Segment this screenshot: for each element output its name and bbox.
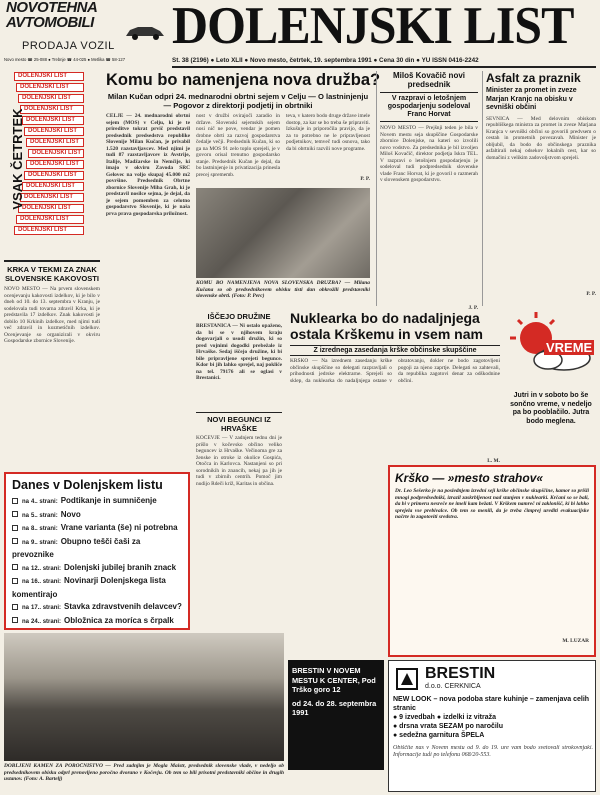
danes-page-suffix: . strani:: [36, 512, 58, 519]
danes-item-text: Vrane varianta (še) ni potrebna: [60, 523, 178, 532]
danes-item-text: Novo: [60, 509, 81, 519]
issue-line: Št. 38 (2196) ● Leto XLII ● Novo mesto, četrtek, 19. septembra 1991 ● Cena 30 din ● YU ISSN 0416-2242: [172, 57, 479, 64]
brestin-line2: ● 9 izvedbah ● izdelki iz vitraža: [393, 714, 496, 721]
kovacic-headline: Miloš Kovačič novi predsednik: [392, 71, 466, 89]
k-center-text2: od 24. do 28. septembra 1991: [292, 698, 377, 717]
nuklearka-headline: Nuklearka bo do nadaljnjega ostala Krškemu in vsem nam: [290, 310, 483, 342]
danes-page-prefix: na: [22, 539, 30, 546]
krsko-author: M. LUZAR: [562, 638, 589, 644]
krsko-headline: Krško — »mesto strahov«: [395, 471, 544, 485]
checkbox-icon: [12, 538, 18, 544]
nuklearka-text: KRŠKO — Na izrednem zasedanju krške občinske skupščine so delegati razpravljali o prihodnosti jedrske elektrarne. Sprejeli so sklep, da nuklearka do nadaljnjega ostane v obratovanju, dokler ne bodo zagotovljeni pogoji za njeno zaprtje. Delegati so zahtevali, da republika zagotovi denar za odškodnine občini.: [290, 358, 500, 384]
checkbox-icon: [12, 617, 18, 623]
vsak-item: DOLENJSKI LIST: [14, 226, 84, 235]
lead-text-col3: teva, v katero bodo druge države imele dostop, za kar se bo treba še pripraviti. Izkušnje in priporočila pravijo, da je za to potrebno ne le pripravljenost podjetnikov, temveč tudi osnova, tako da bi obrtniki razvili nove programe.: [286, 113, 370, 152]
checkbox-icon: [12, 511, 18, 517]
checkbox-icon: [12, 498, 18, 504]
danes-item-text: Stavka zdravstvenih delavcev?: [64, 602, 182, 611]
vsak-item: DOLENJSKI LIST: [20, 105, 84, 114]
checkbox-icon: [12, 564, 18, 570]
asfalt-text: SEVNICA — Med delovnim obiskom republiškega ministra za promet in zveze Marjana Kranjca v sevniški občini so govorili predvsem o cestah in prometnih povezavah. Minister je obljubil, da bodo do občinskega praznika asfaltirali nekaj odsekov lokalnih cest, kar so domačini z velikim zadovoljstvom sprejeli.: [486, 115, 596, 161]
vsak-item: DOLENJSKI LIST: [24, 171, 84, 180]
lead-headline: Komu bo namenjena nova družba?: [106, 71, 381, 89]
danes-page-suffix: . strani:: [39, 618, 62, 625]
danes-item-text: Obupno tešči čaši za prevoznike: [12, 536, 141, 559]
danes-item-text: Novinarji Dolenjskega lista komentirajo: [12, 576, 166, 599]
k-center-ad: [288, 660, 384, 770]
asfalt-author: P. P.: [586, 290, 596, 297]
danes-list-item: [12, 575, 182, 601]
danes-page: 16.: [31, 579, 40, 585]
brestin-sub: d.o.o. CERKNICA: [425, 683, 481, 690]
krka-text: NOVO MESTO — Na prvem slovenskem ocenjevanju kakovosti izdelkov, ki je bilo v dneh od 10. do 13. septembra v Kranju, je sodelovala tudi tovarna zdravil Krka, ki je predstavila 17 izdelkov. Znak kakovosti je dobilo 10 Krkinih izdelkov, med njimi tudi več zdravil in kozmetičnih izdelkov. Ocenjevanje so organizirali v okviru Gospodarske zbornice Slovenije.: [4, 286, 100, 344]
danes-list-item: [12, 536, 182, 562]
danes-page-prefix: na: [22, 605, 30, 611]
krka-headline: KRKA V TEKMI ZA ZNAK SLOVENSKE KAKOVOSTI: [4, 265, 100, 283]
vsak-item: DOLENJSKI LIST: [24, 127, 84, 136]
vsak-item: DOLENJSKI LIST: [22, 116, 84, 125]
brestin-ad: [388, 660, 596, 792]
vreme-label: VREME: [546, 340, 593, 355]
danes-page: 24.: [31, 618, 40, 625]
checkbox-icon: [12, 525, 18, 531]
danes-item-text: Dolenjski jubilej branih znack: [64, 562, 177, 572]
novotehna-contacts: Novo mesto ☎ 25-088 ● Trebnje ☎ 44-025 ● Metlika ☎ 58-127: [4, 57, 126, 62]
danes-list-item: [12, 522, 182, 536]
danes-list-item: [12, 509, 182, 523]
danes-title: Danes v Dolenjskem listu: [12, 478, 163, 492]
iscejo-text: BRESTANICA — Ni ostalo opaženo, da bi se v njihovem kraju dogovarjali o usodi družin, ki so pred vojnimi dogodki prebežale iz Hrvaške. Sedaj iščejo družine, ki bi bile pripravljene sprejeti begunce. Kdor bi jih lahko sprejel, naj pokliče na tel. 79176 ali se oglasi v Brestanici.: [196, 323, 282, 381]
vsak-item: DOLENJSKI LIST: [14, 72, 84, 81]
vreme-text: Jutri in v soboto bo še sončno vreme, v nedeljo pa bo pooblačilo. Jutra bodo meglena.: [510, 392, 592, 425]
lead-subhead: Milan Kučan odpri 24. mednarodni obrtni sejem v Celju — O lastninjenju — Pogovor z direktorji podjetij in obrtniki: [107, 92, 369, 110]
danes-page-prefix: na: [22, 499, 30, 505]
danes-list-item: [12, 562, 182, 576]
kovacic-article: [376, 71, 478, 311]
krka-article: [4, 260, 100, 470]
car-icon: [124, 22, 166, 40]
danes-page-prefix: na: [22, 565, 30, 572]
vsak-sidebar: [4, 72, 100, 255]
danes-page-prefix: na: [22, 618, 30, 625]
vsak-vertical-label: VSAK ČETRTEK: [10, 108, 25, 210]
begunci-headline: NOVI BEGUNCI IZ HRVAŠKE: [207, 415, 271, 433]
danes-page-suffix: . strani:: [36, 539, 58, 546]
bottom-photo-caption: DOBLJENI KAMEN ZA POROČNIŠTVO — Pred zadnjim je Mogla Maistr, predsednik slovenske vlade, v nedeljo ob predsednikovem obisku odprl prenovljeno poročno dvorano v Kočevju. Ob tem so bili prisotni predstavniki občine in drugih ustanov. (Foto: A. Bartelj): [4, 763, 284, 782]
begunci-article: [196, 412, 282, 612]
kovacic-author: J. P.: [468, 305, 478, 311]
kovacic-text: NOVO MESTO — Prejšnji teden je bila v Novem mestu seja skupščine Gospodarske zbornice Dolenjske, na kateri so izvolili novo vodstvo. Za predsednika je bil izvoljen Miloš Kovačič, direktor podjetja Iskra TEL. V razpravi o letošnjem gospodarjenju je sodeloval tudi podpredsednik slovenske vlade Franc Horvat, ki je govoril o razmerah v slovenskem gospodarstvu.: [380, 125, 478, 183]
danes-item-text: Obložnica za moríca s črpalk: [64, 615, 174, 625]
masthead-rule: [172, 66, 596, 68]
vsak-item: DOLENJSKI LIST: [16, 83, 84, 92]
lead-photo: [196, 188, 370, 278]
danes-page: 9.: [31, 539, 37, 546]
lead-text-col2: nost v družbi ovirajoči zaradio in države. Slovenski sejemskih sejem nosi nič ne pove, vendar je pomen drobne obrti za razvoj gospodarstva čedalje večji. Predsednik Kučan, ki so ga na MOS 91 zelo toplo sprejeli, je v govoru orisal trenutno gospodarsko stanje. Predsednik Kučan je dejal, da bo lastninjenje in privatizacija prinesla precej sprememb.: [196, 113, 280, 178]
vsak-item: DOLENJSKI LIST: [16, 215, 84, 224]
brestin-line3: ● drsna vrata SEZAM po naročilu: [393, 723, 504, 730]
asfalt-headline: Asfalt za praznik: [486, 71, 581, 85]
novotehna-logo: NOVOTEHNA AVTOMOBILI: [6, 0, 97, 31]
vsak-item: DOLENJSKI LIST: [22, 182, 84, 191]
danes-page-prefix: na: [22, 526, 30, 532]
brestin-line4: ● sedežna garnitura ŠPELA: [393, 732, 485, 739]
danes-list-item: [12, 615, 182, 629]
brestin-line5: Obiščite nas v Novem mestu od 9. do 19. ure vam bodo svetovali strokovnjaki. Informacije tudi po telefonu 068/20-553.: [393, 745, 593, 759]
nuklearka-subhead: Z izrednega zasedanja krške občinske skupščine: [290, 345, 500, 356]
brestin-line1: NEW LOOK – nova podoba stare kuhinje – zamenjava celih stranic: [393, 696, 590, 712]
vsak-item: DOLENJSKI LIST: [20, 193, 84, 202]
vsak-item: DOLENJSKI LIST: [26, 160, 84, 169]
vsak-item: DOLENJSKI LIST: [26, 138, 84, 147]
newspaper-title: DOLENJSKI LIST: [172, 0, 574, 55]
danes-page-suffix: . strani:: [36, 526, 58, 532]
danes-page: 17.: [31, 605, 40, 611]
danes-list-item: [12, 601, 182, 615]
krsko-box: [388, 465, 596, 657]
kovacic-subhead: V razpravi o letošnjem gospodarjenju sodeloval Franc Horvat: [380, 92, 478, 122]
iscejo-headline: IŠČEJO DRUŽINE: [207, 312, 271, 321]
bottom-photo: [4, 633, 284, 761]
danes-page-suffix: . strani:: [39, 605, 62, 611]
begunci-text: KOČEVJE — V zadnjem tednu dni je prišlo v kočevsko občino veliko beguncev iz Hrvaške. Večinoma gre za ženske in otroke iz okolice Gospića, Otočca in Karlovca. Nastanjeni so pri sorodnikih in znancih, nekaj pa jih je tudi v zbirnih centrih. Pomoč jim nudijo Rdeči križ, Karitas in občina.: [196, 435, 282, 487]
vreme-box: [504, 310, 596, 460]
danes-page-prefix: na: [22, 512, 30, 519]
vsak-item: DOLENJSKI LIST: [18, 94, 84, 103]
asfalt-subhead: Minister za promet in zveze Marjan Kranjc na obisku v sevniški občini: [486, 87, 577, 111]
danes-page: 8.: [31, 526, 37, 532]
novotehna-ad: [2, 0, 166, 68]
nuklearka-author: L. M.: [487, 458, 500, 464]
k-center-text1: BRESTIN V NOVEM MESTU K CENTER, Pod Trško goro 12: [292, 666, 376, 694]
checkbox-icon: [12, 578, 18, 584]
brestin-logo: BRESTIN: [425, 665, 496, 682]
danes-page-suffix: . strani:: [39, 565, 62, 572]
vsak-item: DOLENJSKI LIST: [18, 204, 84, 213]
brestin-logo-icon: [395, 667, 419, 691]
danes-item-text: Podtikanje in sumničenje: [60, 496, 157, 505]
danes-list-item: [12, 495, 182, 509]
danes-page-suffix: . strani:: [39, 579, 62, 585]
danes-page-suffix: . strani:: [36, 499, 58, 505]
lead-text-col1: CELJE — 24. mednarodni obrtni sejem (MOS) v Celju, ki je te prireditve tokrat prvič predstavil predsednik predsedstva republike Slovenije Milan Kučan, je privabil 1.520 razstavljavcev. Med njimi je tudi 87 razstavljavcev iz Avstrije, Italije, Madžarske in Nemčije, ki imajo v okviru Zavoda SRC Gelovec na voljo skupaj 45.000 m2 površine. Predsednik Obrtne zbornice Slovenije Miha Grah, ki je predstavil nosilce sejma, je dejal, da je sejem pomemben za celotno gospodarstvo Slovenije, ki je naša prva prava gospodarska priložnost.: [106, 113, 190, 217]
krsko-text: Dr. Leo Šešerko je na poslednjem izredni seji krške občinske skupščine, kamor so prišli mnogi podpredsedniki, izrazil zaskrbljenost nad stanjem v nuklearki. Krčani so se bali, da bi v primeru nesreče ne imeli kam bežati. V Krškem namreč ni zaklonišč, ki bi lahko sprejela vse prebivalce. Ob tem so menili, da je treba čimprej urediti evakuacijske načrte in zagotoviti sredstva.: [395, 488, 589, 520]
lead-author: P. P.: [360, 176, 370, 182]
danes-page-prefix: na: [22, 579, 30, 585]
vsak-item: DOLENJSKI LIST: [28, 149, 84, 158]
lead-photo-caption: KOMU BO NAMENJENA NOVA SLOVENSKA DRUŽBA? — Milana Kučana so ob predsednikovem obisku tisti dan obkrožili predstavniki slovenske obrti. (Foto: P. Perc): [196, 280, 370, 299]
danes-page: 12.: [31, 565, 40, 572]
novotehna-prodaja: PRODAJA VOZIL: [22, 40, 115, 52]
danes-page: 4.: [31, 499, 37, 505]
danes-page: 5.: [31, 512, 37, 519]
iscejo-article: [196, 312, 282, 412]
asfalt-article: [482, 71, 596, 306]
checkbox-icon: [12, 604, 18, 610]
danes-list: [12, 495, 182, 628]
danes-box: [4, 472, 190, 630]
